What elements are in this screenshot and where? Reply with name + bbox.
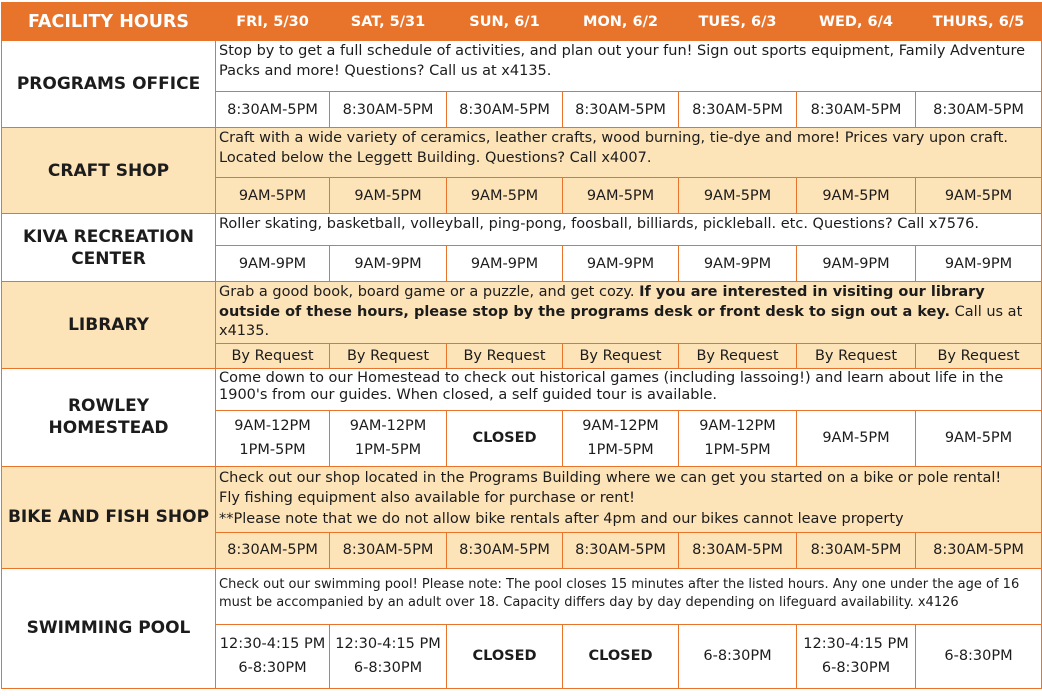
hours-text: 8:30AM-5PM [342, 101, 434, 118]
hours-text: By Request [937, 347, 1020, 364]
hours-text: By Request [696, 347, 779, 364]
hours-text: 9AM-9PM [944, 255, 1013, 272]
header-row [2, 3, 1042, 41]
hours-cell [216, 246, 330, 282]
hours-cell [563, 246, 679, 282]
hours-text: By Request [231, 347, 314, 364]
hours-text: By Request [579, 347, 662, 364]
hours-cell [216, 178, 330, 214]
hours-text: 8:30AM-5PM [459, 542, 550, 558]
hours-text: 8:30AM-5PM [342, 542, 434, 558]
hours-cell [916, 92, 1042, 128]
hours-text: 6-8:30PM [703, 648, 772, 664]
hours-cell [216, 624, 330, 688]
hours-text: 9AM-5PM [944, 187, 1013, 204]
hours-text: 9AM-12PM [234, 418, 311, 434]
hours-text: 9AM-9PM [238, 255, 307, 272]
hours-cell [330, 92, 447, 128]
facility-hours-table [1, 2, 1042, 689]
hours-cell [797, 410, 916, 466]
hours-cell [916, 246, 1042, 282]
hours-text: 8:30AM-5PM [810, 542, 902, 558]
hours-cell [330, 343, 447, 368]
hours-text: 8:30AM-5PM [933, 101, 1024, 118]
hours-text: 6-8:30PM [353, 660, 423, 676]
kiva-desc-row [2, 214, 1042, 246]
hours-cell [330, 246, 447, 282]
facility-description-kiva-recreation-center: Roller skating, basketball, volleyball, ping-pong, foosball, billiards, pickleball. etc. Questions? Call x7576. [216, 214, 1042, 246]
hours-cell [797, 624, 916, 688]
library-desc-text: Grab a good book, board game or a puzzle, and get cozy. [219, 284, 640, 300]
hours-cell [797, 343, 916, 368]
facility-description-craft-shop: Craft with a wide variety of ceramics, leather crafts, wood burning, tie-dye and more! Prices vary upon craft. Located below the Leggett Building. Questions? Call x4007. [216, 128, 1042, 178]
day-header-fri: FRI, 5/30 [216, 3, 330, 41]
hours-cell [447, 410, 563, 466]
hours-text: 8:30AM-5PM [459, 101, 550, 118]
hours-cell [330, 624, 447, 688]
facility-description-bike-and-fish-shop [216, 466, 1042, 532]
library-desc-bold-text: If you are interested in visiting our library outside of these hours, please stop by the programs desk or front desk to sign out a key. [219, 284, 985, 320]
hours-cell [447, 343, 563, 368]
hours-cell [447, 178, 563, 214]
hours-text: 12:30-4:15 PM [219, 636, 326, 652]
hours-cell [916, 178, 1042, 214]
hours-cell [679, 532, 797, 568]
craft-shop-desc-row [2, 128, 1042, 178]
hours-cell [563, 532, 679, 568]
hours-text: 9AM-5PM [354, 187, 422, 204]
hours-cell [447, 92, 563, 128]
hours-cell [679, 92, 797, 128]
programs-office-desc-row [2, 41, 1042, 92]
facility-description-programs-office: Stop by to get a full schedule of activities, and plan out your fun! Sign out sports equipment, Family Adventure Packs and more! Questions? Call us at x4135. [216, 41, 1042, 92]
facility-description-rowley-homestead: Come down to our Homestead to check out historical games (including lassoing!) and learn about life in the 1900's from our guides. When closed, a self guided tour is available. [216, 368, 1042, 410]
hours-cell [797, 92, 916, 128]
hours-text: 1PM-5PM [354, 442, 422, 458]
facility-name-kiva-recreation-center: KIVA RECREATION CENTER [2, 214, 216, 282]
hours-text: 1PM-5PM [587, 442, 654, 458]
hours-cell [679, 178, 797, 214]
hours-text: 9AM-9PM [822, 255, 890, 272]
hours-text: 9AM-5PM [586, 187, 655, 204]
bike-fish-desc-note: **Please note that we do not allow bike rentals after 4pm and our bikes cannot leave property [219, 510, 904, 527]
facility-hours-header: FACILITY HOURS [2, 3, 216, 41]
hours-text: 8:30AM-5PM [575, 101, 666, 118]
hours-cell [216, 92, 330, 128]
hours-cell [679, 624, 797, 688]
library-desc-row [2, 282, 1042, 344]
facility-name-swimming-pool: SWIMMING POOL [2, 568, 216, 688]
hours-text: 8:30AM-5PM [692, 542, 783, 558]
swimming-pool-desc-row [2, 568, 1042, 624]
hours-cell [679, 410, 797, 466]
hours-text: 8:30AM-5PM [227, 542, 318, 558]
closed-text: CLOSED [472, 430, 537, 446]
closed-text: CLOSED [588, 648, 653, 664]
hours-text: 9AM-5PM [822, 430, 890, 446]
day-header-sun: SUN, 6/1 [447, 3, 563, 41]
hours-text: 1PM-5PM [704, 442, 771, 458]
hours-text: 9AM-5PM [238, 187, 307, 204]
hours-cell [679, 246, 797, 282]
facility-description-library [216, 282, 1042, 344]
hours-text: 8:30AM-5PM [227, 101, 318, 118]
hours-cell [330, 178, 447, 214]
hours-text: 9AM-5PM [470, 187, 539, 204]
bike-fish-shop-desc-row [2, 466, 1042, 532]
hours-text: 8:30AM-5PM [810, 101, 902, 118]
hours-cell [563, 624, 679, 688]
hours-cell [216, 343, 330, 368]
hours-cell [563, 178, 679, 214]
hours-text: 9AM-9PM [586, 255, 655, 272]
hours-text: 9AM-12PM [349, 418, 427, 434]
closed-text: CLOSED [472, 648, 537, 664]
hours-cell [797, 532, 916, 568]
hours-text: 6-8:30PM [821, 660, 891, 676]
hours-cell [447, 246, 563, 282]
hours-text: 9AM-9PM [354, 255, 422, 272]
hours-text: By Request [814, 347, 898, 364]
hours-text: 6-8:30PM [944, 648, 1013, 664]
facility-description-swimming-pool: Check out our swimming pool! Please note: The pool closes 15 minutes after the listed hours. Any one under the age of 16 must be accompanied by an adult over 18. Capacity differs day by day depending on lifeguard availability. x4126 [216, 568, 1042, 624]
hours-text: 9AM-9PM [703, 255, 772, 272]
facility-name-rowley-homestead: ROWLEY HOMESTEAD [2, 368, 216, 466]
hours-cell [679, 343, 797, 368]
hours-cell [330, 532, 447, 568]
facility-name-craft-shop: CRAFT SHOP [2, 128, 216, 214]
hours-cell [563, 92, 679, 128]
hours-cell [916, 624, 1042, 688]
hours-text: 1PM-5PM [239, 442, 306, 458]
facility-name-bike-and-fish-shop: BIKE AND FISH SHOP [2, 466, 216, 568]
hours-cell [916, 532, 1042, 568]
hours-text: 8:30AM-5PM [933, 542, 1024, 558]
hours-text: 9AM-5PM [822, 187, 890, 204]
hours-text: 9AM-5PM [703, 187, 772, 204]
hours-cell [916, 410, 1042, 466]
hours-cell [447, 532, 563, 568]
hours-text: 9AM-12PM [582, 418, 659, 434]
hours-text: By Request [463, 347, 546, 364]
hours-cell [563, 410, 679, 466]
facility-name-programs-office: PROGRAMS OFFICE [2, 41, 216, 128]
hours-cell [916, 343, 1042, 368]
rowley-homestead-desc-row [2, 368, 1042, 410]
hours-text: 12:30-4:15 PM [335, 636, 441, 652]
day-header-wed: WED, 6/4 [797, 3, 916, 41]
day-header-tues: TUES, 6/3 [679, 3, 797, 41]
bike-fish-desc-line: Check out our shop located in the Programs Building where we can get you started on a bike or pole rental! [219, 469, 1002, 486]
facility-name-library: LIBRARY [2, 282, 216, 369]
hours-text: 9AM-12PM [699, 418, 776, 434]
hours-text: 9AM-5PM [944, 430, 1013, 446]
day-header-thurs: THURS, 6/5 [916, 3, 1042, 41]
hours-cell [216, 532, 330, 568]
hours-cell [447, 624, 563, 688]
hours-cell [797, 178, 916, 214]
library-desc-contact: Call us at x4135. [219, 303, 1023, 339]
hours-cell [216, 410, 330, 466]
hours-text: 8:30AM-5PM [575, 542, 666, 558]
hours-text: 6-8:30PM [238, 660, 307, 676]
bike-fish-desc-line: Fly fishing equipment also available for purchase or rent! [219, 490, 635, 506]
hours-text: By Request [346, 347, 430, 364]
hours-text: 8:30AM-5PM [692, 101, 783, 118]
hours-text: 12:30-4:15 PM [803, 636, 909, 652]
hours-text: 9AM-9PM [470, 255, 539, 272]
day-header-mon: MON, 6/2 [563, 3, 679, 41]
day-header-sat: SAT, 5/31 [330, 3, 447, 41]
hours-cell [797, 246, 916, 282]
hours-cell [563, 343, 679, 368]
hours-cell [330, 410, 447, 466]
